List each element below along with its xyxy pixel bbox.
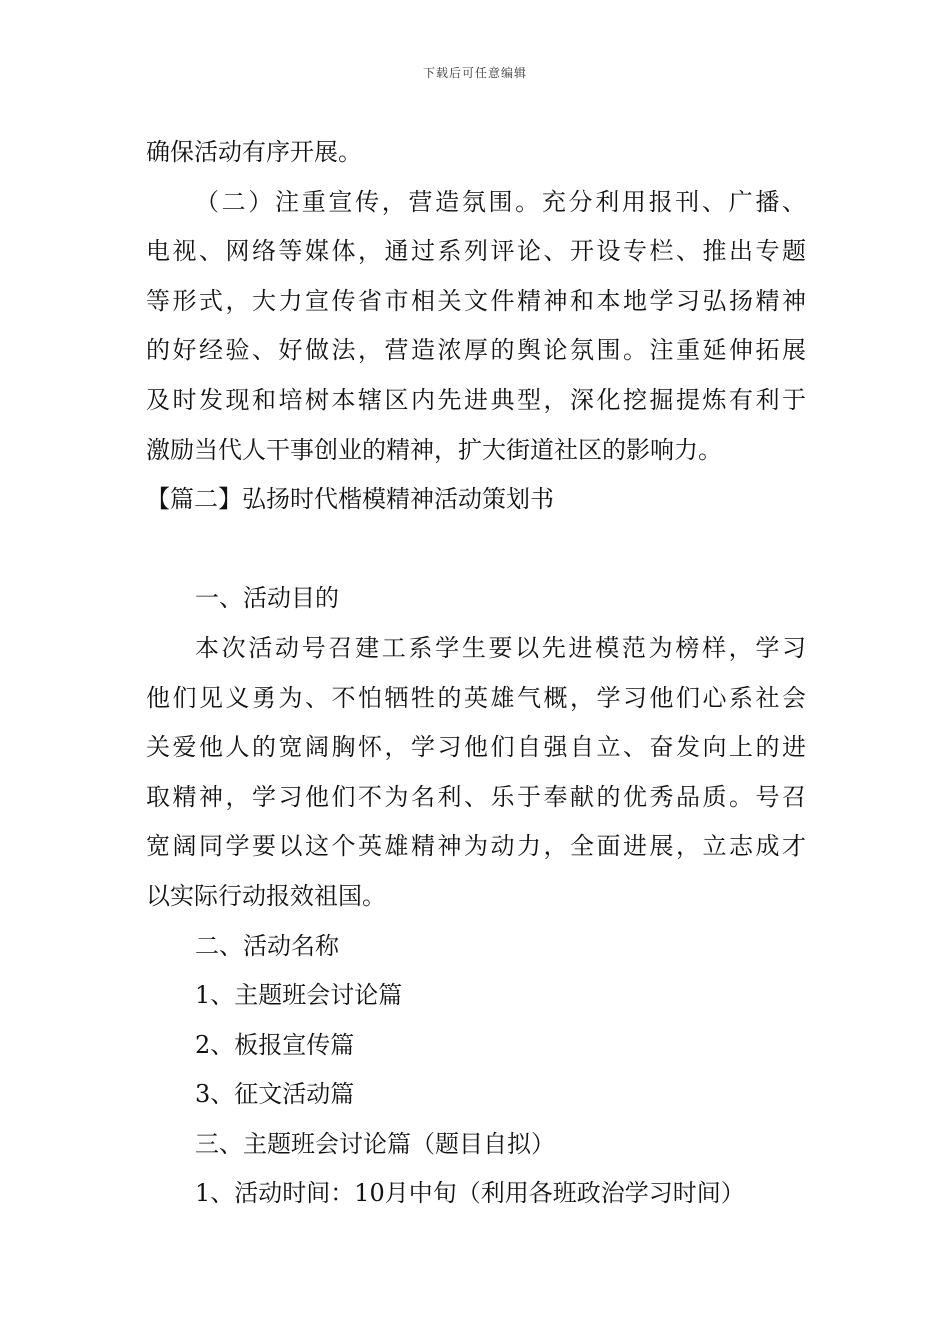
heading-activity-purpose: 一、活动目的 bbox=[195, 584, 339, 613]
paragraph-line: 等形式，大力宣传省市相关文件精神和本地学习弘扬精神 bbox=[146, 286, 806, 315]
paragraph-line: 他们见义勇为、不怕牺牲的英雄气概，学习他们心系社会 bbox=[146, 683, 806, 712]
heading-activity-name: 二、活动名称 bbox=[195, 931, 339, 960]
paragraph-line: 本次活动号召建工系学生要以先进模范为榜样，学习 bbox=[195, 633, 806, 662]
paragraph-line: 的好经验、好做法，营造浓厚的舆论氛围。注重延伸拓展 bbox=[146, 336, 806, 365]
paragraph-line: 取精神，学习他们不为名利、乐于奉献的优秀品质。号召 bbox=[146, 782, 806, 811]
heading-class-meeting: 三、主题班会讨论篇（题目自拟） bbox=[195, 1129, 555, 1158]
document-body bbox=[146, 128, 806, 1219]
paragraph-line: 宽阔同学要以这个英雄精神为动力，全面进展，立志成才 bbox=[146, 832, 806, 861]
list-item: 1、活动时间：10月中旬（利用各班政治学习时间） bbox=[195, 1179, 745, 1208]
download-note: 下载后可任意编辑 bbox=[422, 66, 527, 80]
blank-line bbox=[146, 525, 806, 575]
paragraph-line: 电视、网络等媒体，通过系列评论、开设专栏、推出专题 bbox=[146, 237, 806, 266]
paragraph-line: 确保活动有序开展。 bbox=[146, 138, 362, 166]
list-item: 3、征文活动篇 bbox=[195, 1080, 355, 1109]
paragraph-line: 以实际行动报效祖国。 bbox=[146, 881, 386, 910]
paragraph-line: 关爱他人的宽阔胸怀，学习他们自强自立、奋发向上的进 bbox=[146, 733, 806, 762]
paragraph-line: （二）注重宣传，营造氛围。充分利用报刊、广播、 bbox=[195, 187, 806, 216]
list-item: 1、主题班会讨论篇 bbox=[195, 981, 403, 1010]
paragraph-line: 及时发现和培树本辖区内先进典型，深化挖掘提炼有利于 bbox=[146, 385, 806, 414]
section-title: 【篇二】弘扬时代楷模精神活动策划书 bbox=[146, 485, 554, 514]
paragraph-line: 激励当代人干事创业的精神，扩大街道社区的影响力。 bbox=[146, 435, 722, 464]
list-item: 2、板报宣传篇 bbox=[195, 1030, 355, 1059]
